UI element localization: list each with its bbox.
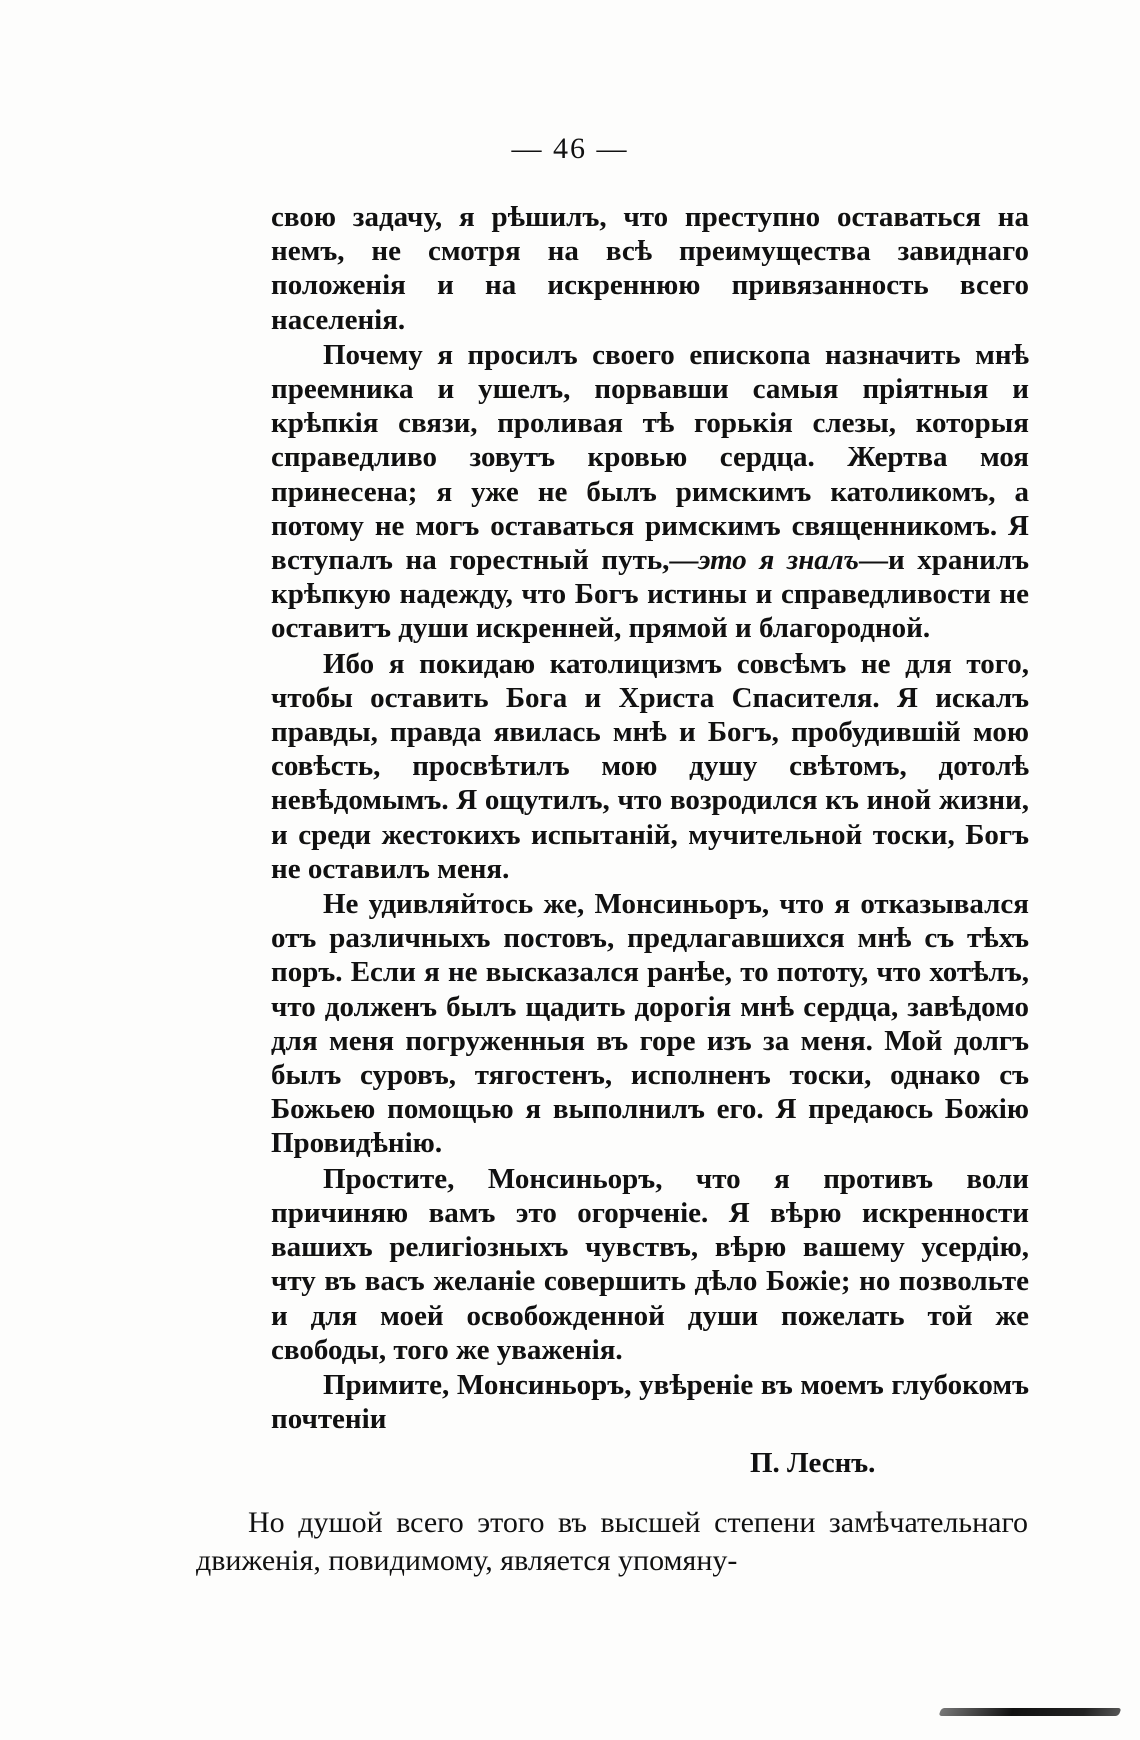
continuation-paragraph: Но душой всего этого въ высшей степени замѣчательнаго движенія, повидимому, является упомяну- bbox=[196, 1506, 1028, 1577]
paragraph-text: —и хранилъ крѣпкую надежду, что Богъ истины и справедливости не оставитъ души искренней, прямой и благородной. bbox=[271, 544, 1030, 645]
signature: П. Леснъ. bbox=[750, 1447, 876, 1479]
continuation-text bbox=[196, 1504, 1028, 1580]
letter-closing: Примите, Монсиньоръ, увѣреніе въ моемъ глубокомъ почтеніи bbox=[271, 1368, 1029, 1436]
ink-smudge bbox=[939, 1708, 1122, 1716]
page-number: — 46 — bbox=[511, 132, 629, 165]
letter-text bbox=[271, 200, 1029, 1437]
paragraph-text: Почему я просилъ своего епископа назначить мнѣ преемника и ушелъ, порвавши самыя пріятныя и крѣпкія связи, проливая тѣ горькія слезы, которыя справедливо зовутъ кровью сердца. Жертва моя принесена; я уже не былъ римскимъ католикомъ, а потому не могъ оставаться римскимъ священникомъ. Я вступалъ на горестный путь,— bbox=[271, 338, 1029, 577]
letter-paragraph: свою задачу, я рѣшилъ, что преступно оставаться на немъ, не смотря на всѣ преимущества завиднаго положенія и на искреннюю привязанность всего населенія. bbox=[271, 201, 1029, 336]
letter-paragraph: Не удивляйтось же, Монсиньоръ, что я отказывался отъ различныхъ постовъ, предлагавшихся мнѣ съ тѣхъ поръ. Если я не высказался ранѣе, то пототу, что хотѣлъ, что долженъ былъ щадить дорогія мнѣ сердца, завѣдомо для меня погруженныя въ горе изъ за меня. Мой долгъ былъ суровъ, тягостенъ, исполненъ тоски, однако съ Божьею помощью я выполнилъ его. Я предаюсь Божію Провидѣнію. bbox=[271, 888, 1029, 1160]
italic-phrase: это я зналъ bbox=[698, 544, 859, 577]
letter-paragraph: Ибо я покидаю католицизмъ совсѣмъ не для того, чтобы оставить Бога и Христа Спасителя. Я искалъ правды, правда явилась мнѣ и Богъ, пробудившій мою совѣсть, просвѣтилъ мою душу свѣтомъ, дотолѣ невѣдомымъ. Я ощутилъ, что возродился къ иной жизни, и среди жестокихъ испытаній, мучительной тоски, Богъ не оставилъ меня. bbox=[271, 647, 1029, 885]
letter-paragraph: Простите, Монсиньоръ, что я противъ воли причиняю вамъ это огорченіе. Я вѣрю искренности вашихъ религіозныхъ чувствъ, вѣрю вашему усердію, чту въ васъ желаніе совершить дѣло Божіе; но позвольте и для моей освобожденной души пожелать той же свободы, того же уваженія. bbox=[271, 1162, 1029, 1366]
letter-paragraph bbox=[271, 338, 1029, 646]
